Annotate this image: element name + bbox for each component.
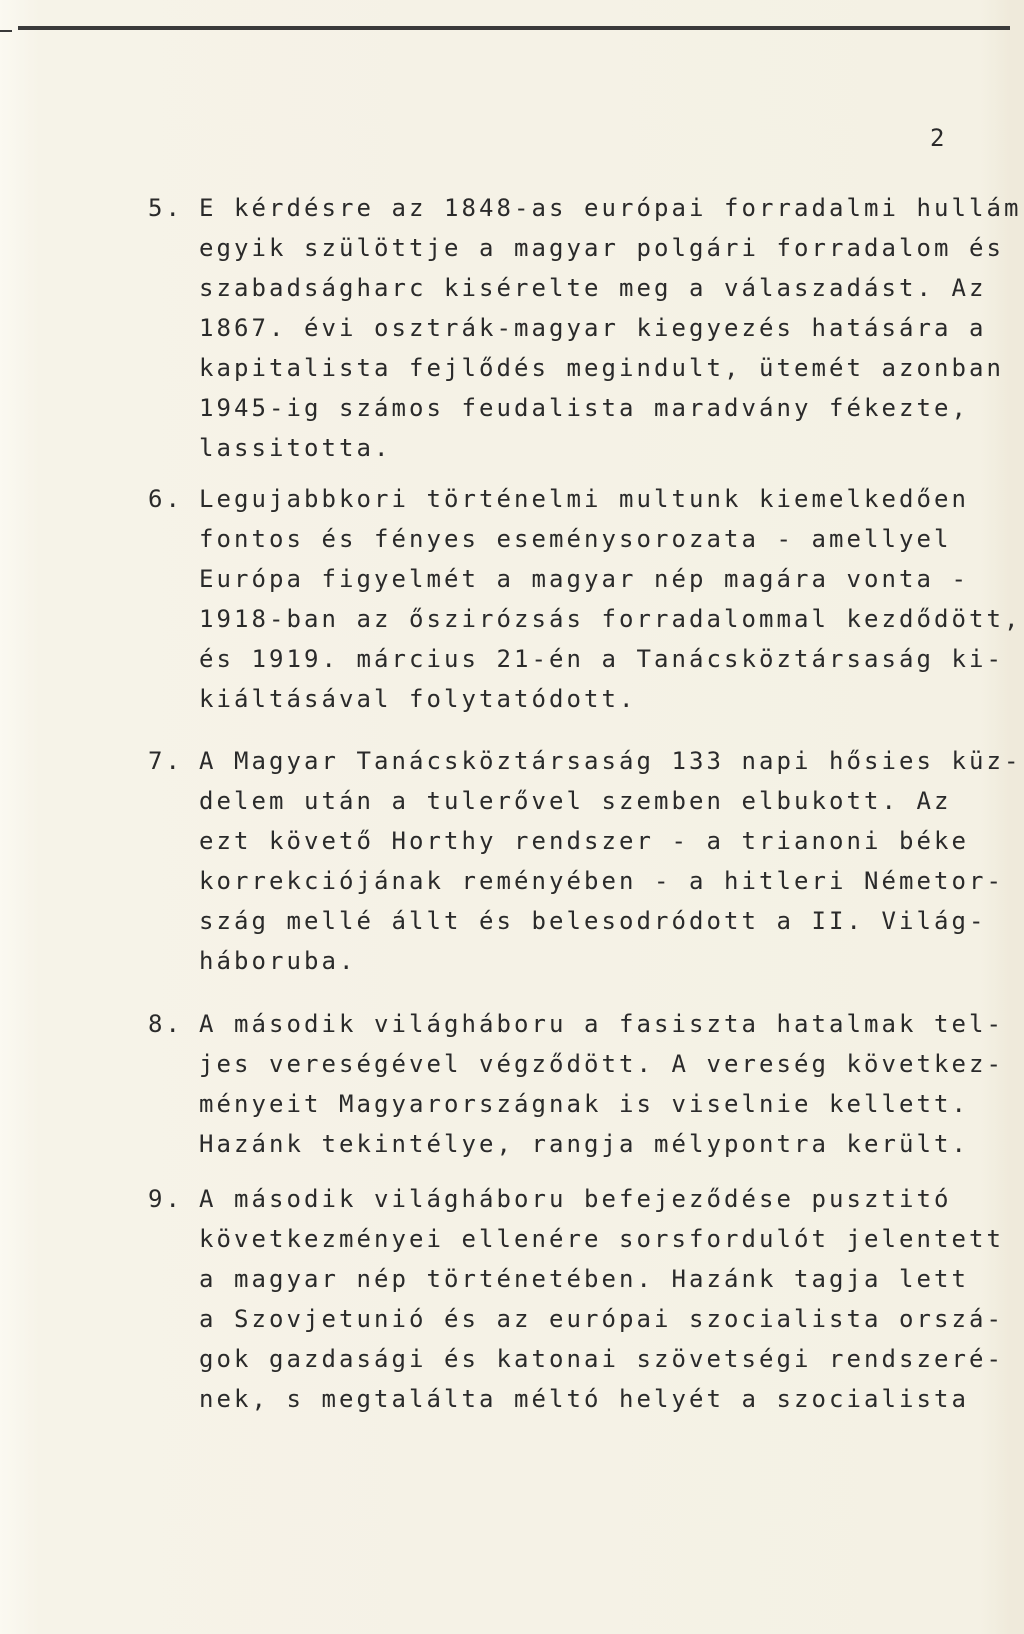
item-line: A második világháboru befejeződése pusztitó [199, 1185, 952, 1213]
item-line: lassitotta. [199, 434, 392, 462]
item-line: A második világháboru a fasiszta hatalmak tel- [199, 1010, 1004, 1038]
item-line: 1918-ban az őszirózsás forradalommal kezdődött, [199, 605, 1022, 633]
item-number: 5. [148, 194, 183, 222]
item-number: 9. [148, 1185, 183, 1213]
item-line: szág mellé állt és belesodródott a II. Világ- [199, 907, 987, 935]
item-line: szabadságharc kisérelte meg a válaszadást. Az [199, 274, 987, 302]
item-line: következményei ellenére sorsfordulót jelentett [199, 1225, 1004, 1253]
item-line: a Szovjetunió és az európai szocialista orszá- [199, 1305, 1004, 1333]
item-line: Európa figyelmét a magyar nép magára vonta - [199, 565, 969, 593]
item-line: ményeit Magyarországnak is viselnie kellett. [199, 1090, 969, 1118]
item-line: kiáltásával folytatódott. [199, 685, 637, 713]
item-line: háboruba. [199, 947, 357, 975]
item-line: a magyar nép történetében. Hazánk tagja lett [199, 1265, 969, 1293]
item-line: nek, s megtalálta méltó helyét a szocialista [199, 1385, 969, 1413]
item-line: kapitalista fejlődés megindult, ütemét azonban [199, 354, 1004, 382]
item-number: 8. [148, 1010, 183, 1038]
top-rule-tick [0, 30, 12, 32]
item-line: 1867. évi osztrák-magyar kiegyezés hatására a [199, 314, 987, 342]
item-number: 7. [148, 747, 183, 775]
item-line: E kérdésre az 1848-as európai forradalmi hullám [199, 194, 1022, 222]
item-line: Legujabbkori történelmi multunk kiemelkedően [199, 485, 969, 513]
item-number: 6. [148, 485, 183, 513]
item-line: A Magyar Tanácsköztársaság 133 napi hősies küz- [199, 747, 1022, 775]
item-line: Hazánk tekintélye, rangja mélypontra került. [199, 1130, 969, 1158]
item-line: delem után a tulerővel szemben elbukott. Az [199, 787, 952, 815]
page-number: 2 [930, 124, 947, 152]
item-line: egyik szülöttje a magyar polgári forradalom és [199, 234, 1004, 262]
item-line: ezt követő Horthy rendszer - a trianoni béke [199, 827, 969, 855]
item-line: 1945-ig számos feudalista maradvány fékezte, [199, 394, 969, 422]
item-line: és 1919. március 21-én a Tanácsköztársaság ki- [199, 645, 1004, 673]
item-line: korrekciójának reményében - a hitleri Németor- [199, 867, 1004, 895]
item-line: jes vereségével végződött. A vereség következ- [199, 1050, 1004, 1078]
item-line: fontos és fényes eseménysorozata - amellyel [199, 525, 952, 553]
item-line: gok gazdasági és katonai szövetségi rendszeré- [199, 1345, 1004, 1373]
top-rule [18, 26, 1010, 30]
